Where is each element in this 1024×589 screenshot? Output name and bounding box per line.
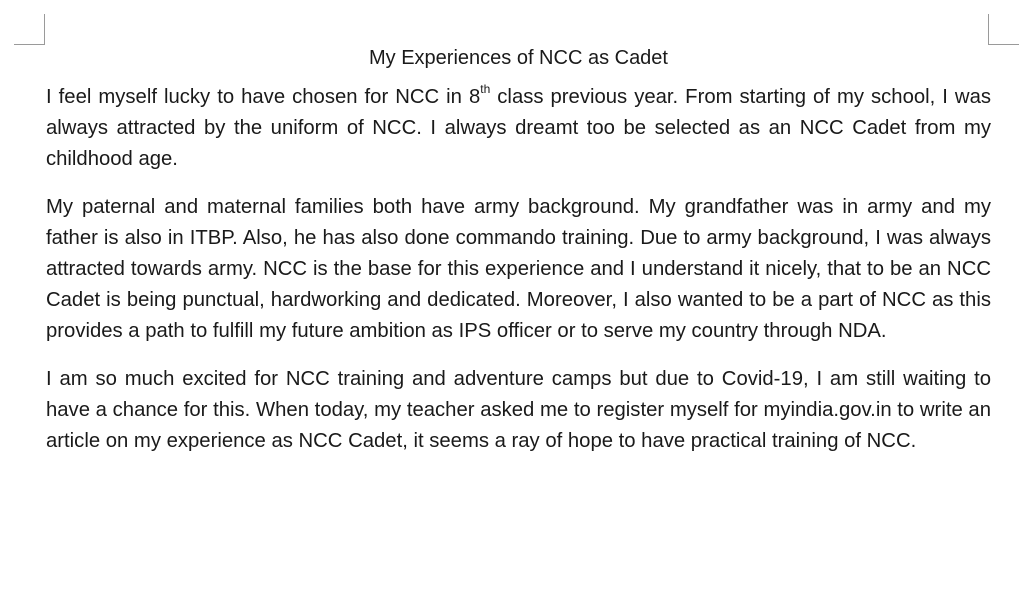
ordinal-superscript: th xyxy=(480,82,491,97)
paragraph-1-text-start: I feel myself lucky to have chosen for NCC in 8 xyxy=(46,86,481,108)
document-title[interactable]: My Experiences of NCC as Cadet xyxy=(368,47,668,69)
page-corner-mark-top-right xyxy=(988,14,1019,45)
document-body[interactable] xyxy=(46,44,991,474)
paragraph-3[interactable]: I am so much excited for NCC training and adventure camps but due to Covid-19, I am still waiting to have a chance for this. When today, my teacher asked me to register myself for myindia.gov.in to write an article on my experience as NCC Cadet, it seems a ray of hope to have practical training of NCC. xyxy=(46,368,991,452)
paragraph-1-text-end: class previous year. From starting of my school, I was always attracted by the uniform of NCC. I always dreamt too be selected as an NCC Cadet from my childhood age. xyxy=(46,86,992,170)
page-corner-mark-top-left xyxy=(14,14,45,45)
paragraph-1[interactable] xyxy=(46,82,991,175)
paragraph-2[interactable]: My paternal and maternal families both have army background. My grandfather was in army and my father is also in ITBP. Also, he has also done commando training. Due to army background, I was always attracted towards army. NCC is the base for this experience and I understand it nicely, that to be an NCC Cadet is being punctual, hardworking and dedicated. Moreover, I also wanted to be a part of NCC as this provides a path to fulfill my future ambition as IPS officer or to serve my country through NDA. xyxy=(46,196,991,342)
